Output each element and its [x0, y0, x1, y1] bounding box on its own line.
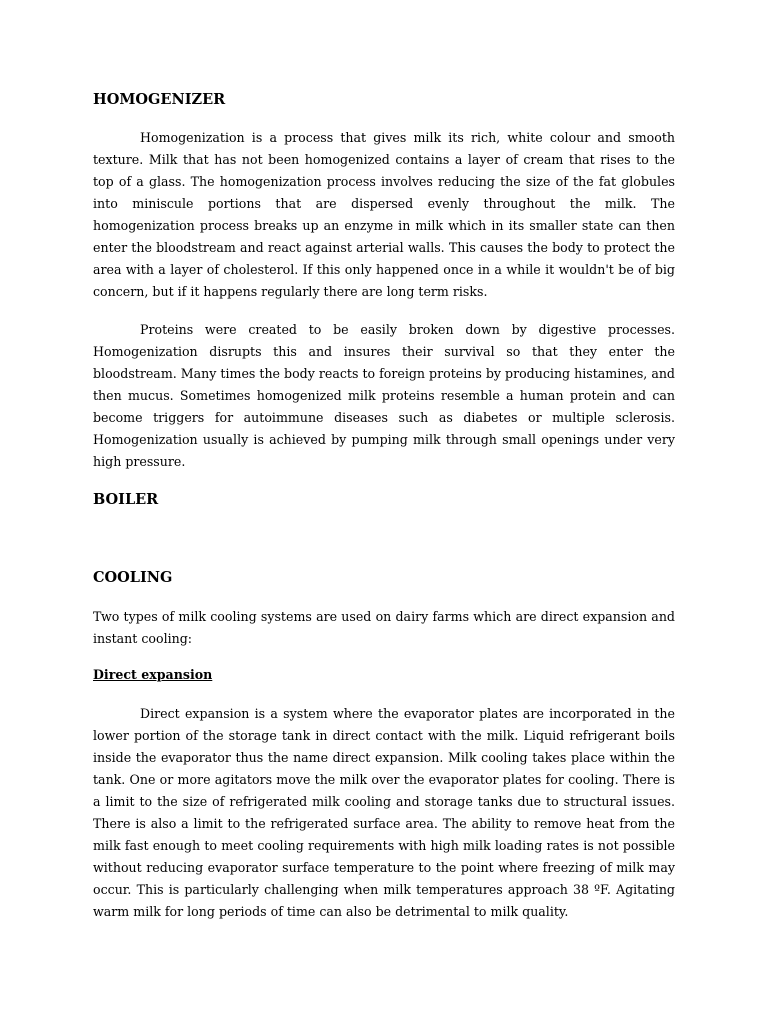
paragraph-homogenizer-1: Homogenization is a process that gives milk its rich, white colour and smooth texture. Milk that has not been homogenized contains a layer of cream that rises to the top of a glass. The homogenization process involves reducing the size of the fat globules into miniscule portions that are dispersed evenly throughout the milk. The homogenization process breaks up an enzyme in milk which in its smaller state can then enter the bloodstream and react against arterial walls. This causes the body to protect the area with a layer of cholesterol. If this only happened once in a while it wouldn't be of big concern, but if it happens regularly there are long term risks.	[93, 130, 675, 299]
heading-cooling: COOLING	[93, 569, 173, 586]
heading-boiler: BOILER	[93, 491, 159, 508]
document-page	[93, 88, 675, 923]
heading-homogenizer: HOMOGENIZER	[93, 91, 226, 108]
paragraph-homogenizer-2: Proteins were created to be easily broken down by digestive processes. Homogenization disrupts this and insures their survival so that they enter the bloodstream. Many times the body reacts to foreign proteins by producing histamines, and then mucus. Sometimes homogenized milk proteins resemble a human protein and can become triggers for autoimmune diseases such as diabetes or multiple sclerosis. Homogenization usually is achieved by pumping milk through small openings under very high pressure.	[93, 322, 675, 469]
paragraph-direct-expansion: Direct expansion is a system where the evaporator plates are incorporated in the lower portion of the storage tank in direct contact with the milk. Liquid refrigerant boils inside the evaporator thus the name direct expansion. Milk cooling takes place within the tank. One or more agitators move the milk over the evaporator plates for cooling. There is a limit to the size of refrigerated milk cooling and storage tanks due to structural issues. There is also a limit to the refrigerated surface area. The ability to remove heat from the milk fast enough to meet cooling requirements with high milk loading rates is not possible without reducing evaporator surface temperature to the point where freezing of milk may occur. This is particularly challenging when milk temperatures approach 38 ºF. Agitating warm milk for long periods of time can also be detrimental to milk quality.	[93, 706, 675, 919]
subheading-direct-expansion: Direct expansion	[93, 667, 213, 682]
paragraph-cooling-intro: Two types of milk cooling systems are used on dairy farms which are direct expansion and instant cooling:	[93, 609, 675, 646]
